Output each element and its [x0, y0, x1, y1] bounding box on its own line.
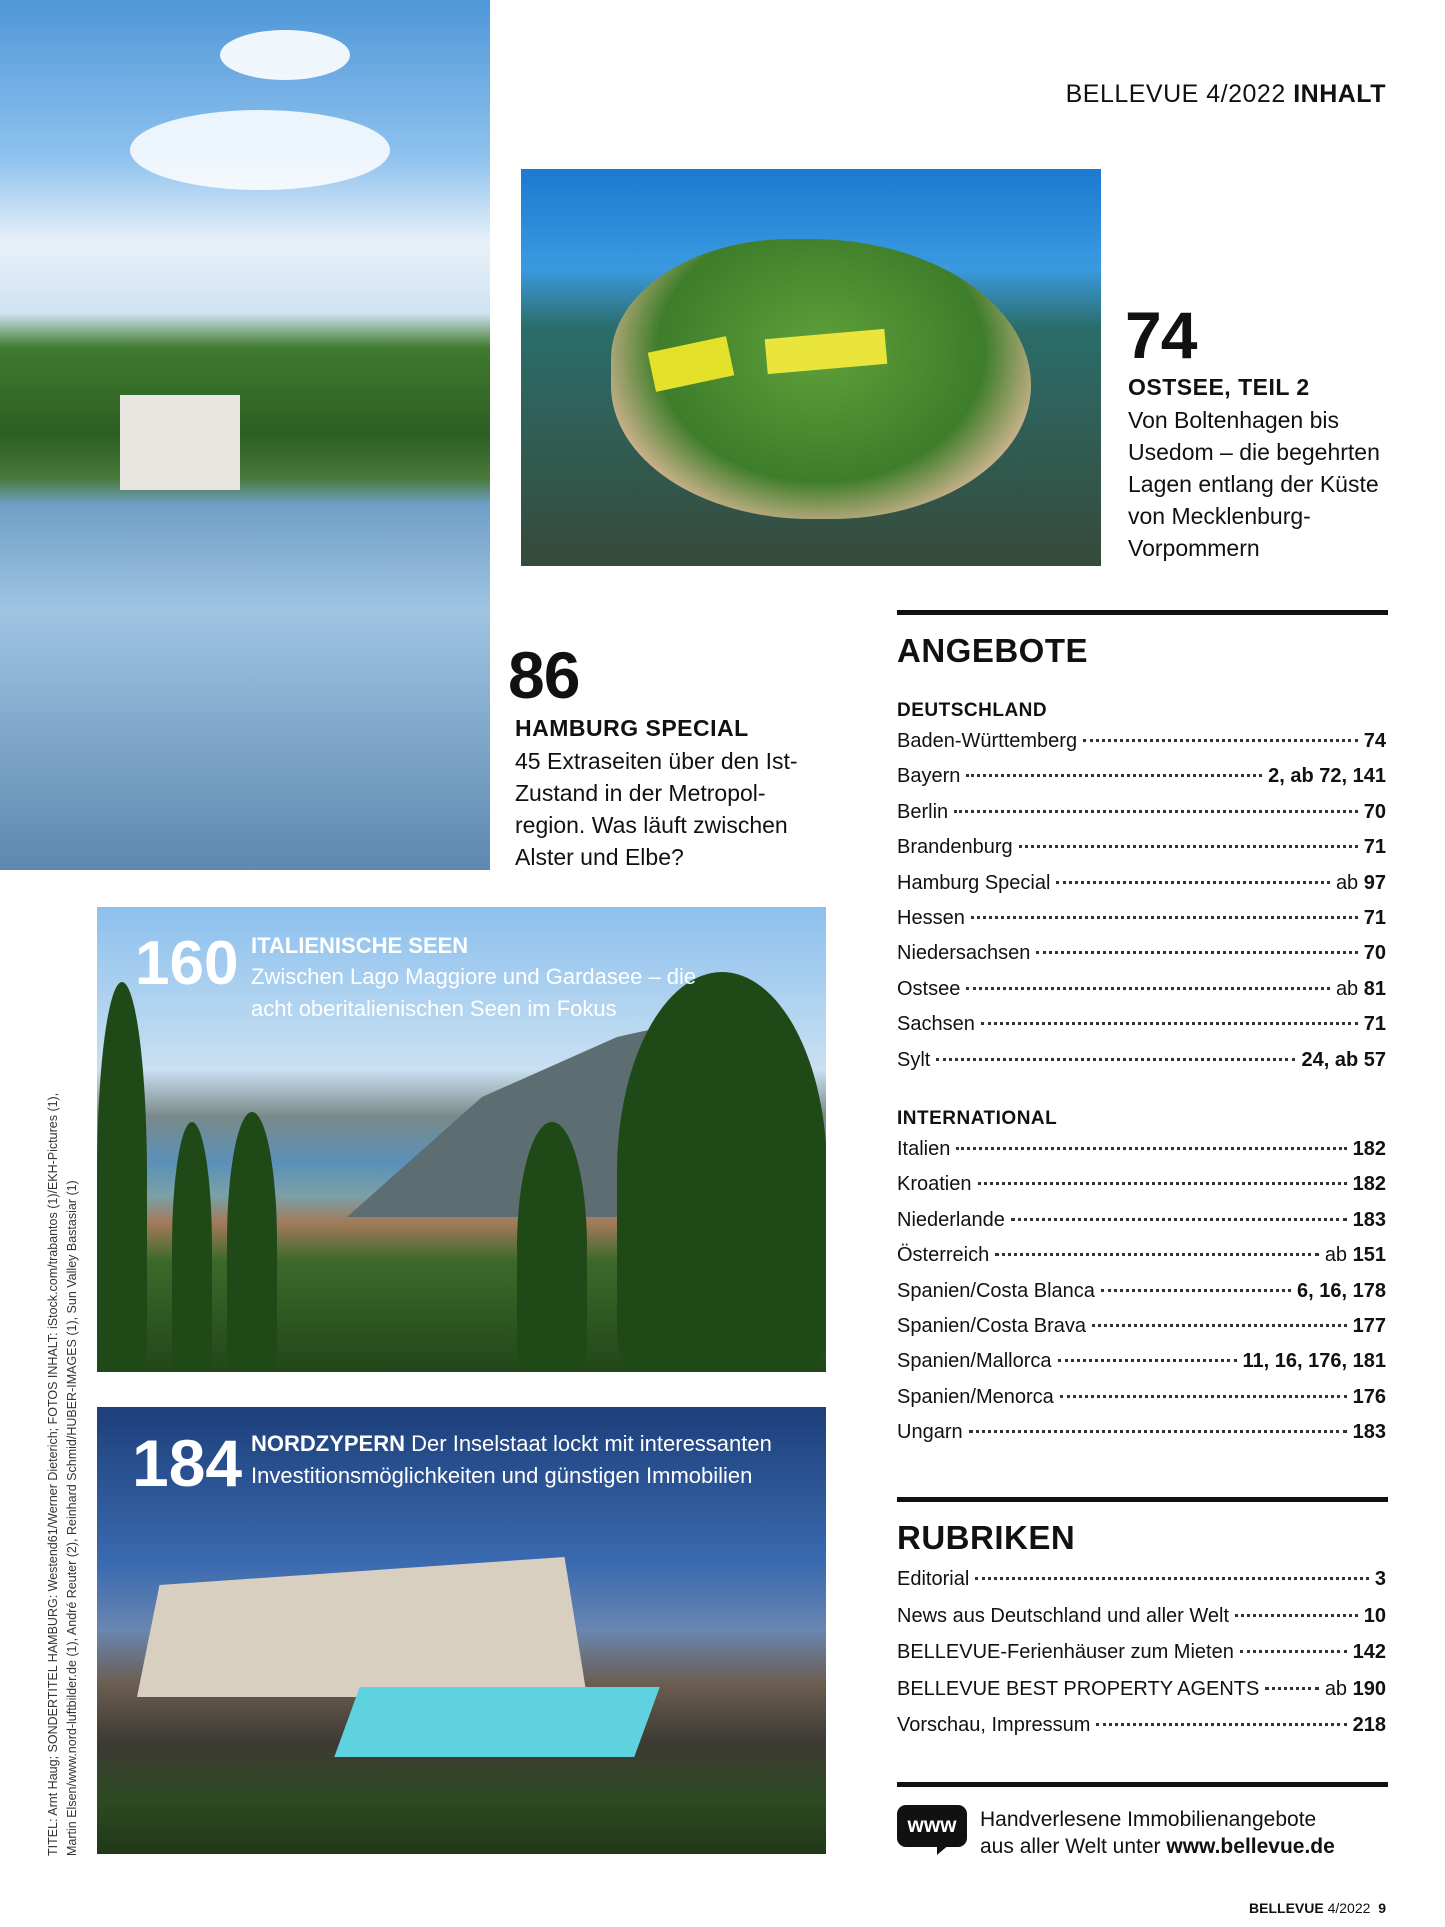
- toc-page: 24, ab 57: [1301, 1048, 1386, 1071]
- dot-leader: [995, 1253, 1319, 1256]
- dot-leader: [966, 774, 1262, 777]
- toc-label: News aus Deutschland und aller Welt: [897, 1604, 1230, 1627]
- toc-deutschland: [897, 730, 1386, 1084]
- toc-label: Niedersachsen: [897, 942, 1031, 965]
- divider: [897, 1497, 1388, 1502]
- toc-page: 71: [1363, 836, 1386, 859]
- dot-leader: [1056, 881, 1330, 884]
- toc-label: Ostsee: [897, 977, 961, 1000]
- www-speech-bubble-icon: www: [897, 1805, 967, 1847]
- dot-leader: [1060, 1395, 1347, 1398]
- toc-label: Niederlande: [897, 1208, 1005, 1231]
- toc-label: Spanien/Costa Brava: [897, 1314, 1087, 1337]
- toc-page: ab 97: [1335, 871, 1386, 894]
- toc-page: 70: [1363, 942, 1386, 965]
- toc-row: [897, 730, 1386, 765]
- toc-page: 3: [1374, 1568, 1386, 1590]
- toc-row: [897, 1280, 1386, 1315]
- dot-leader: [1096, 1723, 1346, 1726]
- toc-row: [897, 1209, 1386, 1244]
- international-heading: INTERNATIONAL: [897, 1108, 1058, 1129]
- toc-label: Spanien/Mallorca: [897, 1350, 1052, 1373]
- toc-label: Baden-Württemberg: [897, 730, 1078, 752]
- dot-leader: [966, 987, 1330, 990]
- feature-kicker: ITALIENISCHE SEEN: [251, 933, 469, 958]
- toc-row: [897, 1421, 1386, 1456]
- dot-leader: [1019, 845, 1358, 848]
- toc-row: [897, 1013, 1386, 1048]
- toc-row: [897, 801, 1386, 836]
- toc-row: [897, 942, 1386, 977]
- toc-label: Berlin: [897, 800, 949, 823]
- ostsee-aerial-photo: [521, 169, 1101, 566]
- toc-row: [897, 1049, 1386, 1084]
- toc-page: 74: [1363, 730, 1386, 752]
- dot-leader: [1101, 1289, 1291, 1292]
- toc-label: Österreich: [897, 1244, 990, 1267]
- feature-teaser: Zwischen Lago Maggiore und Gardasee – die acht oberitalienischen Seen im Fokus: [251, 964, 697, 1021]
- photo-credits: TITEL: Arnt Haug; SONDERTITEL HAMBURG: Westend61/Werner Dieterich; FOTOS INHALT: iStock.com/trabantos (1)/EKH-Pictures (1), Martin Elsen/www.nord-luftbilder.de (1), André Reuter (2), Reinhard Schmid/HUBER-IMAGES (1), Sun Valley Bastasiar (1): [46, 1092, 79, 1856]
- feature-teaser: Von Boltenhagen bis Usedom – die begehrten Lagen entlang der Küste von Mecklenburg-Vorpommern: [1128, 407, 1380, 561]
- toc-label: Kroatien: [897, 1173, 972, 1196]
- dot-leader: [978, 1182, 1347, 1185]
- dot-leader: [1036, 951, 1357, 954]
- toc-page: 11, 16, 176, 181: [1242, 1350, 1386, 1373]
- dot-leader: [936, 1058, 1295, 1061]
- toc-page: 2, ab 72, 141: [1268, 765, 1386, 788]
- dot-leader: [1083, 739, 1358, 742]
- toc-row: [897, 1605, 1386, 1642]
- toc-row: [897, 1173, 1386, 1208]
- toc-label: BELLEVUE BEST PROPERTY AGENTS: [897, 1677, 1260, 1700]
- feature-page-number: 74: [1125, 298, 1197, 372]
- toc-label: Italien: [897, 1138, 951, 1160]
- toc-page: 71: [1363, 906, 1386, 929]
- dot-leader: [969, 1430, 1347, 1433]
- toc-row: [897, 1138, 1386, 1173]
- toc-page: 182: [1352, 1173, 1386, 1196]
- toc-page: 183: [1352, 1208, 1386, 1231]
- feature-teaser: 45 Extraseiten über den Ist-Zustand in der Metropol-region. Was läuft zwischen Alster und Elbe?: [515, 748, 798, 870]
- toc-page: 70: [1363, 800, 1386, 823]
- toc-row: [897, 1386, 1386, 1421]
- toc-page: ab 151: [1324, 1244, 1386, 1267]
- toc-row: [897, 1714, 1386, 1751]
- toc-label: Spanien/Menorca: [897, 1385, 1054, 1408]
- feature-kicker: OSTSEE, TEIL 2: [1128, 374, 1310, 400]
- dot-leader: [1011, 1218, 1347, 1221]
- feature-kicker: HAMBURG SPECIAL: [515, 715, 749, 741]
- rubriken-heading: RUBRIKEN: [897, 1519, 1076, 1556]
- dot-leader: [1240, 1650, 1347, 1653]
- toc-row: [897, 1244, 1386, 1279]
- toc-page: 183: [1352, 1421, 1386, 1444]
- toc-row: [897, 872, 1386, 907]
- page-number: 9: [1378, 1900, 1386, 1916]
- toc-row: [897, 1350, 1386, 1385]
- toc-label: Sylt: [897, 1048, 931, 1071]
- www-note: Handverlesene Immobilienangebote aus aller Welt unter www.bellevue.de: [980, 1808, 1335, 1858]
- dot-leader: [975, 1577, 1369, 1580]
- toc-page: 182: [1352, 1138, 1386, 1160]
- dot-leader: [954, 810, 1358, 813]
- feature-kicker: NORDZYPERN: [251, 1431, 406, 1456]
- dot-leader: [1265, 1687, 1318, 1690]
- toc-row: [897, 907, 1386, 942]
- toc-label: Vorschau, Impressum: [897, 1714, 1091, 1736]
- toc-page: 10: [1363, 1604, 1386, 1627]
- feature-page-number: 160: [135, 929, 239, 998]
- toc-international: [897, 1138, 1386, 1457]
- feature-page-number: 184: [132, 1426, 243, 1500]
- feature-page-number: 86: [508, 638, 580, 712]
- toc-row: [897, 1641, 1386, 1678]
- section-title: INHALT: [1293, 80, 1386, 108]
- page-footer: BELLEVUE 4/2022 9: [1249, 1900, 1386, 1916]
- magazine-issue: BELLEVUE 4/2022: [1065, 80, 1286, 108]
- toc-row: [897, 1678, 1386, 1715]
- page-header: [1066, 80, 1386, 109]
- toc-row: [897, 836, 1386, 871]
- toc-label: Bayern: [897, 765, 961, 788]
- toc-row: [897, 1315, 1386, 1350]
- toc-label: Sachsen: [897, 1013, 975, 1036]
- website-link[interactable]: www.bellevue.de: [1166, 1835, 1335, 1858]
- toc-page: 142: [1352, 1641, 1386, 1663]
- toc-page: ab 81: [1335, 977, 1386, 1000]
- toc-label: BELLEVUE-Ferienhäuser zum Mieten: [897, 1641, 1234, 1663]
- dot-leader: [1058, 1359, 1237, 1362]
- toc-label: Hessen: [897, 906, 965, 929]
- toc-rubriken: [897, 1568, 1386, 1751]
- toc-page: 71: [1363, 1013, 1386, 1036]
- toc-label: Editorial: [897, 1568, 970, 1590]
- toc-label: Brandenburg: [897, 836, 1013, 859]
- dot-leader: [1092, 1324, 1347, 1327]
- toc-row: [897, 1568, 1386, 1605]
- divider: [897, 1782, 1388, 1787]
- toc-label: Hamburg Special: [897, 871, 1051, 894]
- dot-leader: [981, 1022, 1358, 1025]
- toc-label: Spanien/Costa Blanca: [897, 1279, 1095, 1302]
- toc-page: 6, 16, 178: [1297, 1279, 1386, 1302]
- dot-leader: [956, 1147, 1346, 1150]
- toc-page: 176: [1352, 1385, 1386, 1408]
- toc-row: [897, 765, 1386, 800]
- toc-page: ab 190: [1324, 1677, 1386, 1700]
- dot-leader: [971, 916, 1358, 919]
- toc-label: Ungarn: [897, 1421, 963, 1444]
- toc-page: 177: [1352, 1314, 1386, 1337]
- toc-page: 218: [1352, 1714, 1386, 1736]
- toc-row: [897, 978, 1386, 1013]
- dot-leader: [1235, 1614, 1358, 1617]
- angebote-heading: ANGEBOTE: [897, 632, 1089, 669]
- feature-teaser: NORDZYPERN Der Inselstaat lockt mit interessanten Investitionsmöglichkeiten und günstigen Immobilien: [251, 1431, 772, 1488]
- hamburg-lake-photo: [0, 0, 490, 870]
- divider: [897, 610, 1388, 615]
- deutschland-heading: DEUTSCHLAND: [897, 700, 1048, 721]
